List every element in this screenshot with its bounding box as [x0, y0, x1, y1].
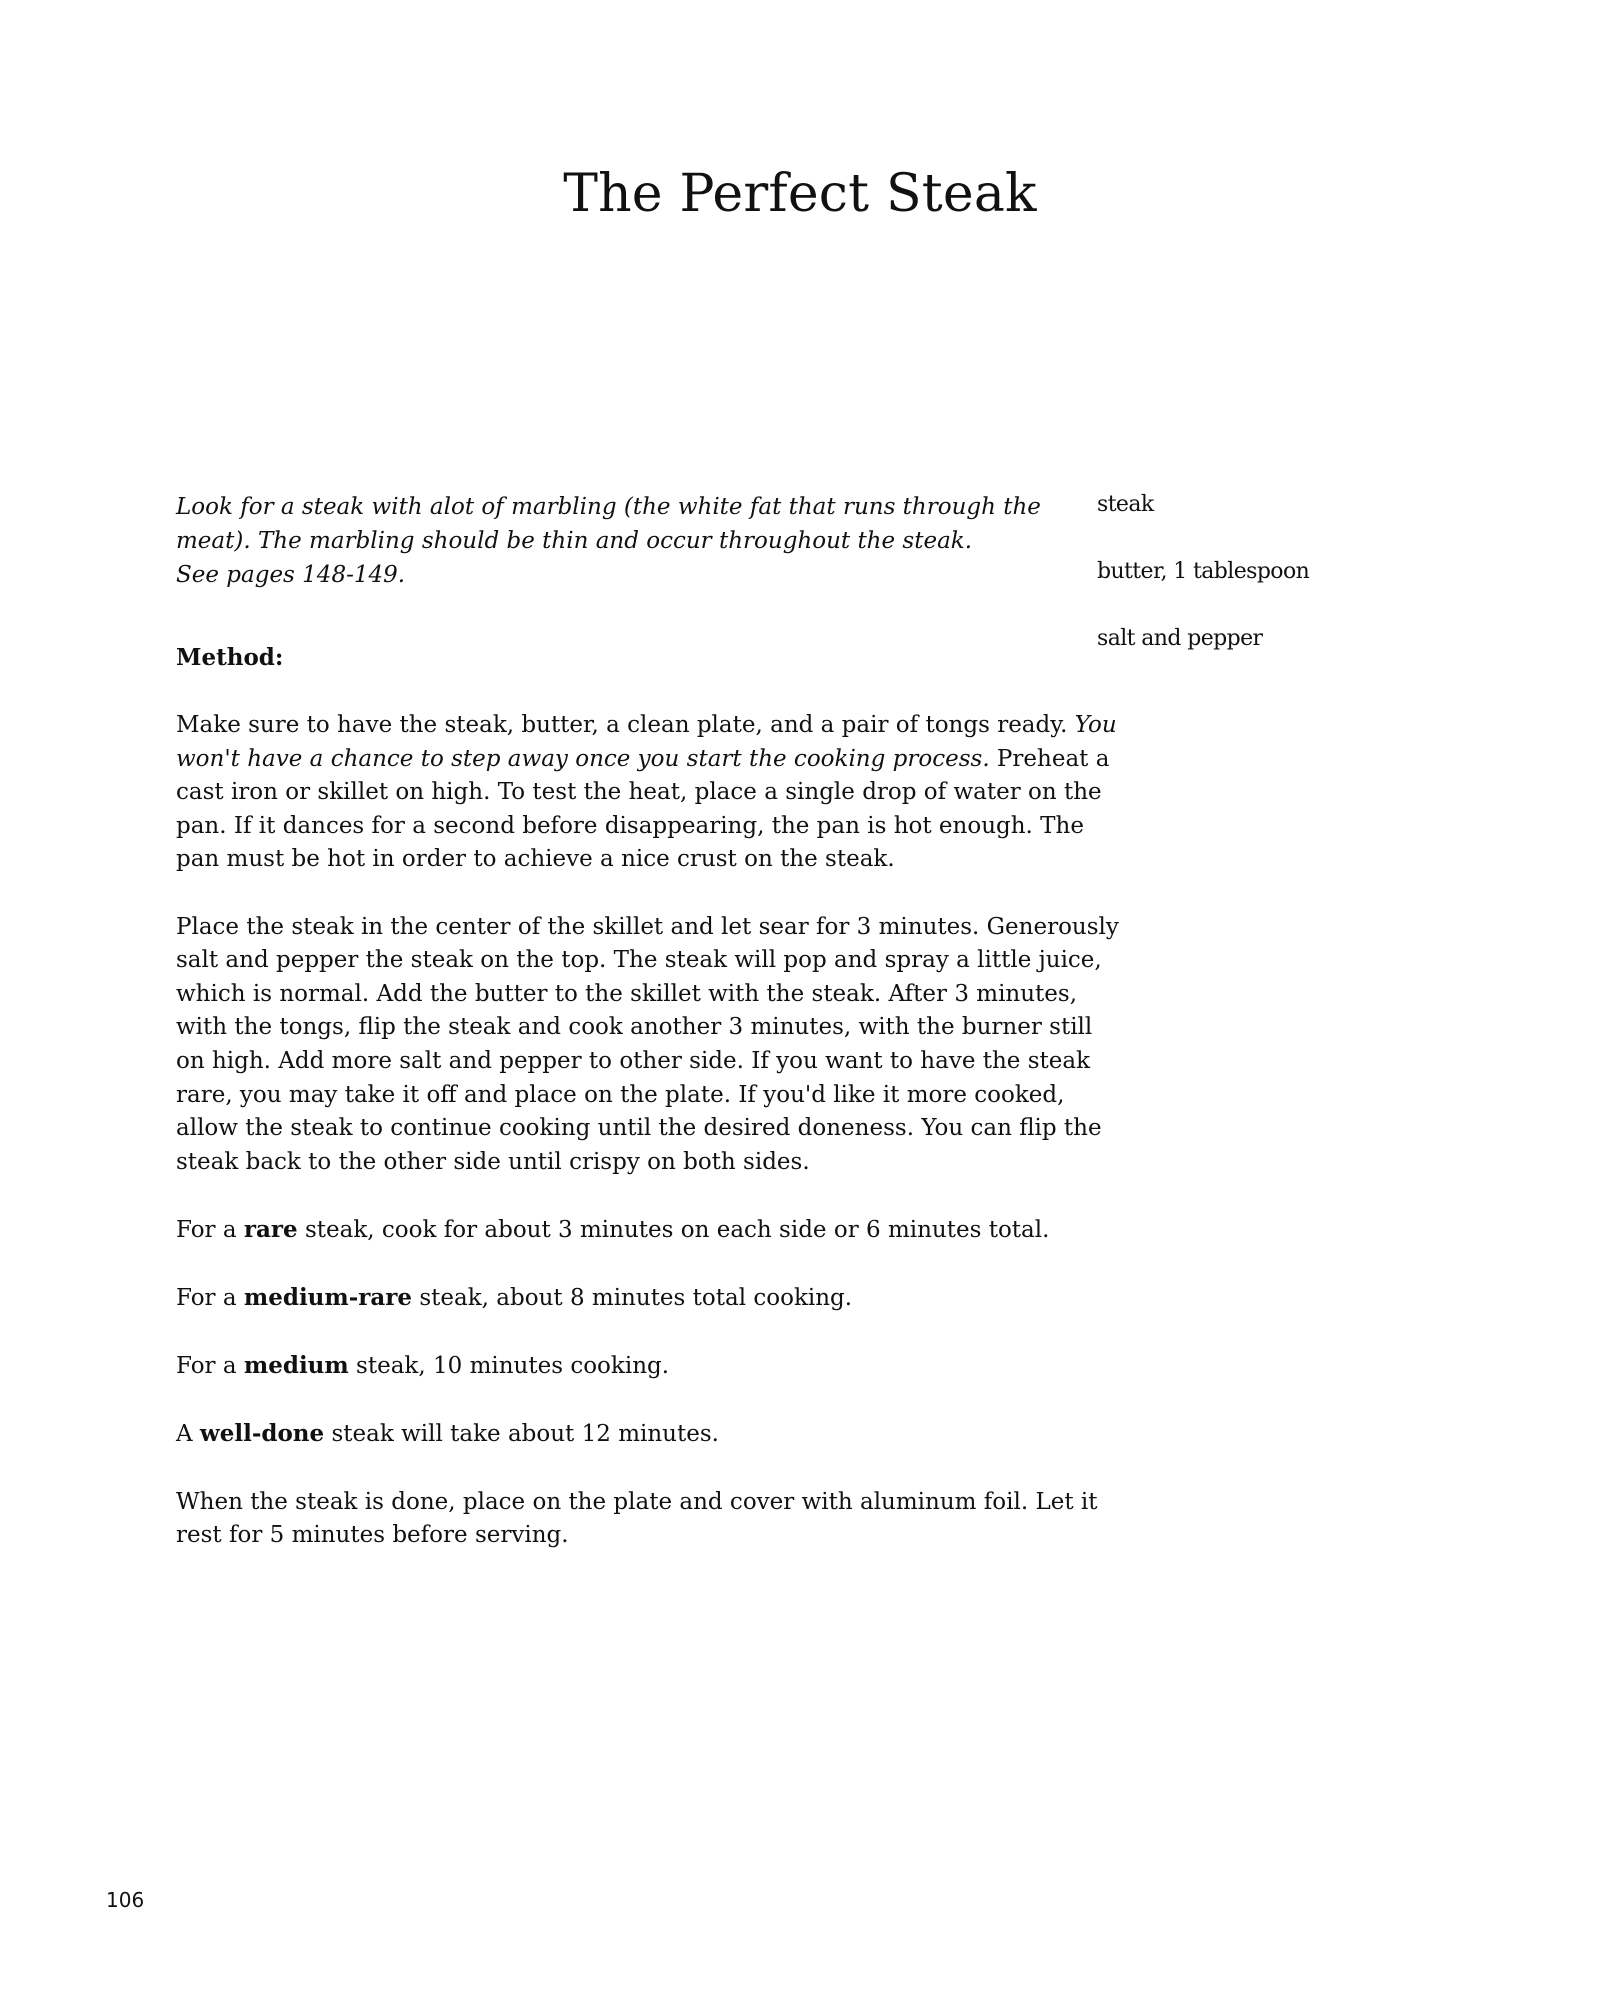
doneness-rare	[176, 1213, 1056, 1248]
text-line: pan must be hot in order to achieve a nice crust on the steak.	[176, 846, 895, 873]
ingredient-item: salt and pepper	[1097, 626, 1263, 651]
method-paragraph-rest	[176, 1486, 1098, 1553]
text-run: Preheat a	[989, 745, 1110, 772]
method-body	[176, 709, 1119, 1586]
text-line: with the tongs, flip the steak and cook another 3 minutes, with the burner still	[176, 1014, 1093, 1041]
ingredient-list	[1097, 490, 1497, 691]
method-paragraph-cooking	[176, 911, 1119, 1180]
text-line	[176, 1281, 1056, 1316]
text-line: which is normal. Add the butter to the skillet with the steak. After 3 minutes,	[176, 980, 1078, 1007]
text-run: steak, about 8 minutes total cooking.	[412, 1285, 853, 1312]
emphasis-text: won't have a chance to step away once you start the cooking process.	[176, 745, 990, 772]
doneness-label: medium-rare	[243, 1284, 413, 1312]
text-line: rest for 5 minutes before serving.	[176, 1522, 569, 1549]
text-line: on high. Add more salt and pepper to other side. If you want to have the steak	[176, 1047, 1091, 1074]
emphasis-text: You	[1074, 712, 1117, 738]
text-run: For a	[176, 1216, 244, 1243]
text-line: rare, you may take it off and place on the plate. If you'd like it more cooked,	[176, 1081, 1065, 1108]
ingredient-item: steak	[1097, 492, 1154, 517]
doneness-medium-rare	[176, 1281, 1056, 1316]
text-line: When the steak is done, place on the plate and cover with aluminum foil. Let it	[176, 1488, 1098, 1515]
intro-note	[176, 490, 1076, 592]
text-line: Place the steak in the center of the skillet and let sear for 3 minutes. Generously	[176, 913, 1119, 940]
text-run: steak, cook for about 3 minutes on each side or 6 minutes total.	[297, 1216, 1050, 1243]
intro-line: See pages 148-149.	[176, 562, 406, 588]
intro-line: meat). The marbling should be thin and occur throughout the steak.	[176, 528, 973, 554]
text-line	[176, 743, 1110, 777]
text-line: salt and pepper the steak on the top. The steak will pop and spray a little juice,	[176, 947, 1102, 974]
text-line: cast iron or skillet on high. To test the heat, place a single drop of water on the	[176, 779, 1102, 806]
intro-line: Look for a steak with alot of marbling (the white fat that runs through the	[176, 494, 1041, 520]
text-run: For a	[176, 1285, 244, 1312]
doneness-label: medium	[243, 1352, 349, 1380]
text-line: pan. If it dances for a second before disappearing, the pan is hot enough. The	[176, 812, 1084, 839]
text-run: For a	[176, 1353, 244, 1380]
text-run: A	[176, 1421, 200, 1448]
page-title: The Perfect Steak	[563, 164, 1037, 224]
text-line: steak back to the other side until crispy on both sides.	[176, 1148, 810, 1175]
text-line: allow the steak to continue cooking until the desired doneness. You can flip the	[176, 1115, 1102, 1142]
page-number: 106	[106, 1888, 145, 1912]
text-run: Make sure to have the steak, butter, a clean plate, and a pair of tongs ready.	[176, 712, 1075, 738]
doneness-medium	[176, 1349, 1056, 1384]
ingredient-item: butter, 1 tablespoon	[1097, 559, 1310, 584]
doneness-label: rare	[243, 1215, 298, 1243]
text-run: steak will take about 12 minutes.	[324, 1421, 719, 1448]
method-paragraph-prep	[176, 709, 1117, 877]
doneness-well-done	[176, 1417, 1056, 1452]
text-line	[176, 709, 1117, 743]
method-heading: Method:	[176, 644, 284, 671]
doneness-label: well-done	[199, 1420, 325, 1448]
text-line	[176, 1417, 1056, 1452]
text-line	[176, 1213, 1056, 1248]
text-run: steak, 10 minutes cooking.	[348, 1353, 670, 1380]
text-line	[176, 1349, 1056, 1384]
